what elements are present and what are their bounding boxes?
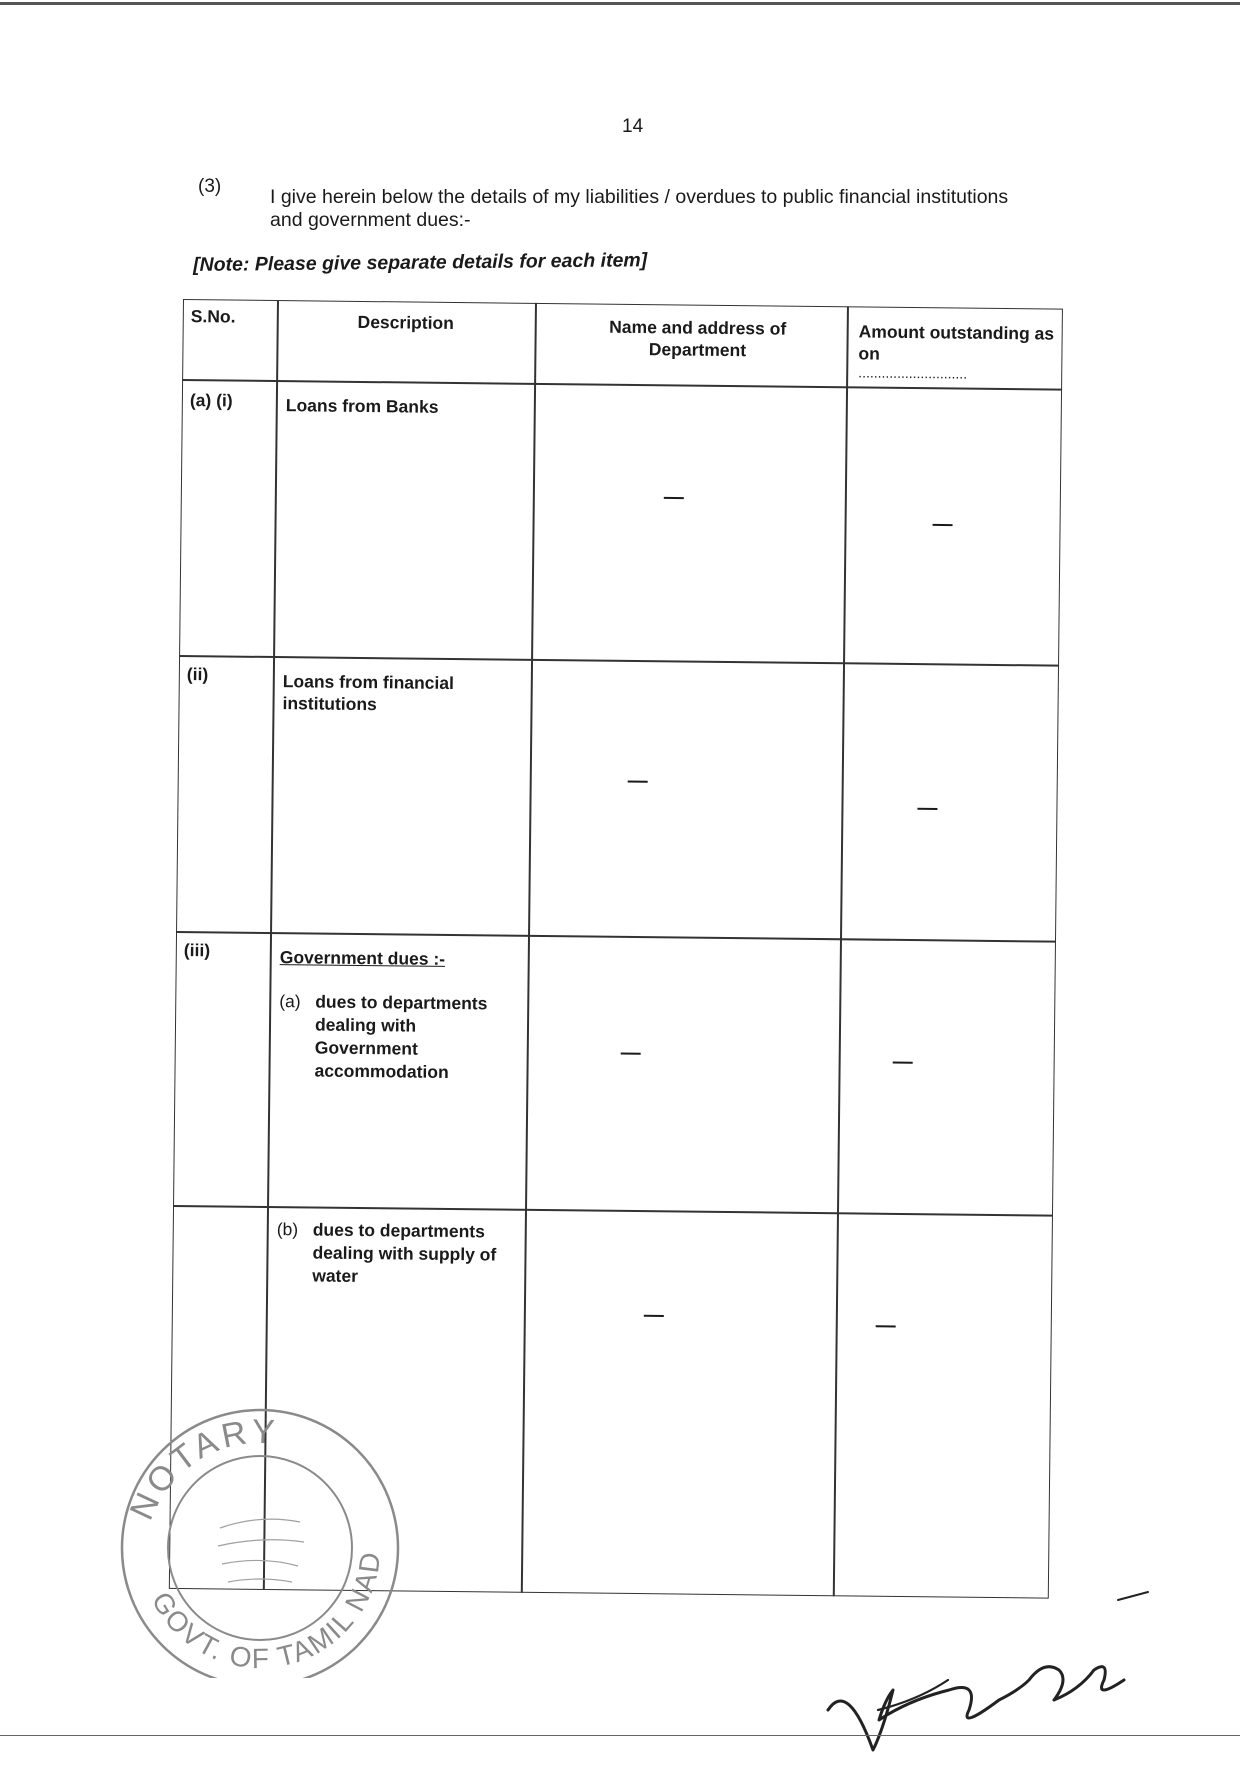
header-description: Description: [357, 311, 455, 333]
svg-text:NOTARY: [123, 1413, 280, 1526]
row-1-amount-value: —: [932, 513, 953, 536]
notary-seal-icon: [100, 1398, 420, 1683]
header-amount-date-blank: ............................: [858, 364, 968, 382]
scan-bottom-edge: [0, 1735, 1240, 1736]
row-4-department-value: —: [643, 1304, 664, 1327]
header-sno: S.No.: [190, 306, 236, 327]
sub-item-b-text: dues to departments dealing with supply of water: [312, 1219, 497, 1286]
paragraph-text: I give herein below the details of my liabilities / overdues to public financial institutions and government dues:-: [270, 186, 1009, 231]
row-3-sno: (iii): [183, 940, 211, 961]
header-amount: Amount outstanding as on: [858, 321, 1055, 364]
row-3-department-value: —: [620, 1041, 641, 1065]
row-3-description: Government dues :-: [279, 947, 446, 969]
row-4-amount-value: —: [875, 1314, 896, 1337]
row-2-department-value: —: [627, 769, 648, 793]
row-3-sub-item-a: [278, 990, 524, 1113]
seal-top-text: NOTARY: [122, 1412, 280, 1526]
header-department: Name and address of Department: [609, 316, 787, 361]
sub-item-b-label: (b): [276, 1219, 299, 1240]
row-1-description: Loans from Banks: [285, 395, 439, 417]
seal-bottom-text: GOVT. OF TAMIL NAD: [145, 1548, 387, 1675]
row-1-sno: (a) (i): [189, 390, 233, 411]
sub-item-a-text: dues to departments dealing with Government accommodation: [314, 991, 488, 1082]
row-2-sno: (ii): [186, 664, 209, 685]
row-4-sub-item-b: [276, 1218, 522, 1321]
row-2-description: Loans from financial institutions: [282, 671, 455, 715]
scan-top-edge: [0, 2, 1240, 5]
sub-item-a-label: (a): [279, 991, 301, 1012]
note-text: [Note: Please give separate details for each item]: [193, 249, 648, 276]
row-1-department-value: —: [663, 486, 684, 509]
row-2-amount-value: —: [917, 797, 938, 820]
row-3-amount-value: —: [892, 1050, 913, 1074]
paragraph-number: (3): [198, 176, 222, 197]
page-number: 14: [622, 116, 644, 137]
